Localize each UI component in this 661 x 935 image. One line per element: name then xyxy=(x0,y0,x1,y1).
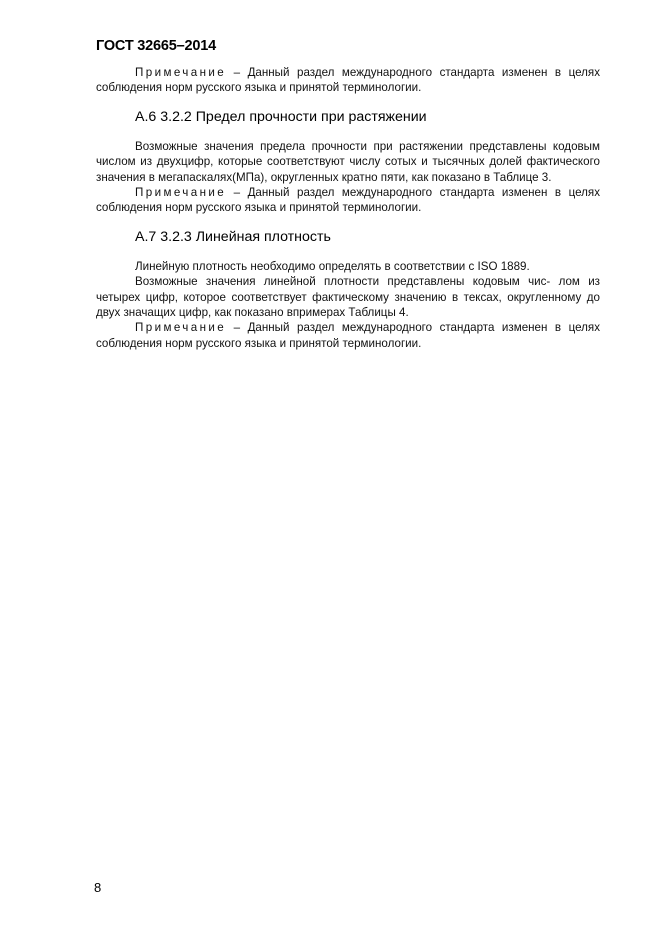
note-paragraph xyxy=(96,320,600,351)
note-label: Примечание xyxy=(135,66,227,79)
note-paragraph xyxy=(96,185,600,216)
note-text: – Данный раздел международного стандарта изменен в целях соблюдения норм русского языка и принятой терминологии. xyxy=(96,186,600,215)
note-label: Примечание xyxy=(135,321,227,335)
section-heading-a7: А.7 3.2.3 Линейная плотность xyxy=(135,228,331,245)
body-paragraph: Линейную плотность необходимо определять в соответствии с ISO 1889. xyxy=(135,259,530,273)
note-paragraph xyxy=(96,65,600,96)
body-paragraph: Возможные значения предела прочности при растяжении представлены кодовым числом из двухцифр, которые соответствуют числу сотых и тысячных долей фактического значения в мегапаскалях(МПа), округленных кратно пяти, как показано в Таблице 3. xyxy=(96,139,600,184)
note-label: Примечание xyxy=(135,186,227,200)
body-paragraph: Возможные значения линейной плотности представлены кодовым чис- лом из четырех цифр, которое соответствует фактическому значению в тексах, округленному до двух значащих цифр, как показано впримерах Таблицы 4. xyxy=(96,275,600,320)
page-content xyxy=(96,60,600,351)
document-header: ГОСТ 32665–2014 xyxy=(96,38,216,54)
section-heading-a6: А.6 3.2.2 Предел прочности при растяжении xyxy=(135,108,427,125)
page-number: 8 xyxy=(94,880,102,895)
note-text: – Данный раздел международного стандарта изменен в целях соблюдения норм русского языка и принятой терминологии. xyxy=(96,66,600,95)
note-text: – Данный раздел международного стандарта изменен в целях соблюдения норм русского языка и принятой терминологии. xyxy=(96,321,600,350)
